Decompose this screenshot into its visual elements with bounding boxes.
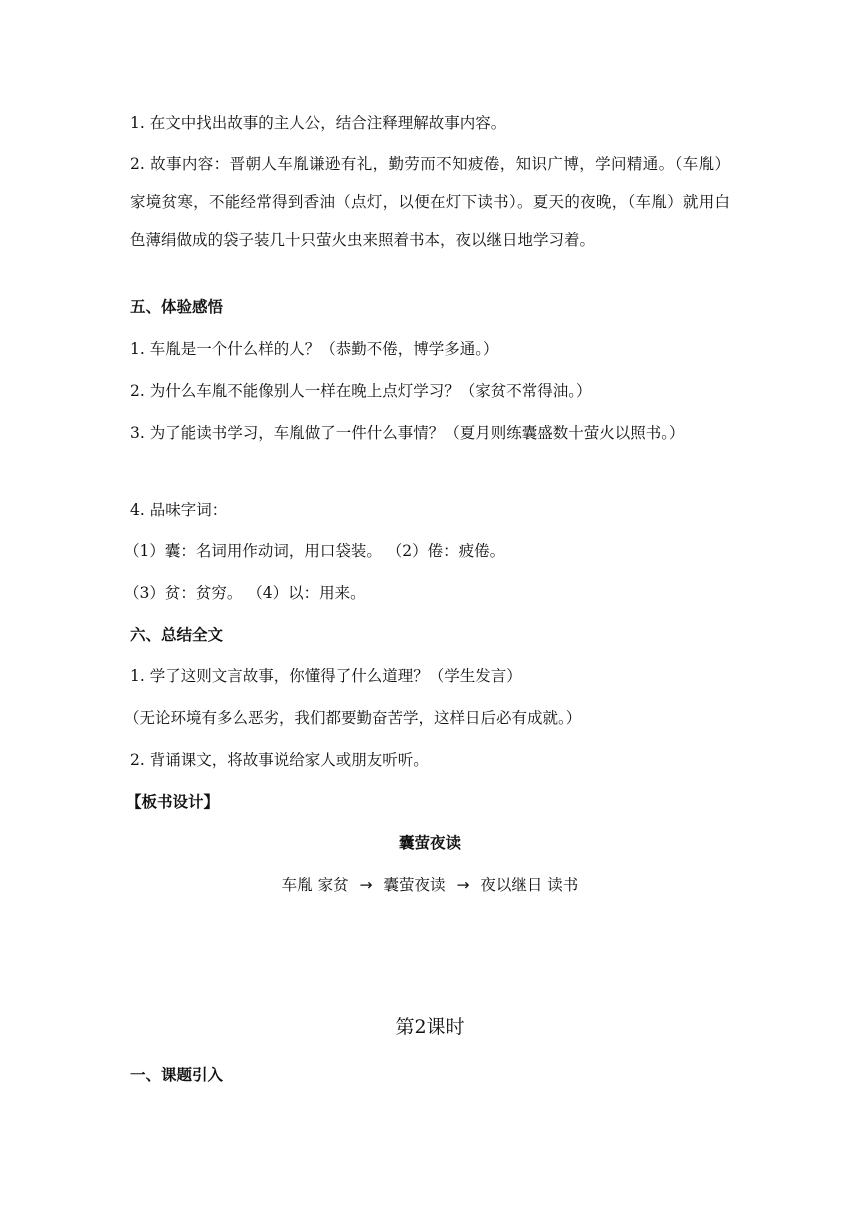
board-flow-part-3: 夜以继日 读书 (480, 876, 579, 894)
board-title: 囊萤夜读 (398, 834, 461, 852)
summary-answer: （无论环境有多么恶劣，我们都要勤奋苦学，这样日后必有成就。） (124, 709, 582, 727)
board-design-heading: 【板书设计】 (126, 793, 220, 811)
board-flow-part-2: 囊萤夜读 (383, 876, 446, 894)
question-1: 1. 车胤是一个什么样的人？（恭勤不倦，博学多通。） (130, 340, 499, 358)
arrow-right-icon: → (359, 876, 373, 894)
section-heading-summary: 六、总结全文 (130, 626, 224, 644)
word-notes-2: （3）贫：贫穷。 （4）以：用来。 (124, 584, 366, 602)
word-notes-1: （1）囊：名词用作动词，用口袋装。 （2）倦：疲倦。 (124, 542, 506, 560)
lesson-2-title: 第2课时 (395, 1016, 465, 1038)
arrow-right-icon: → (456, 876, 470, 894)
story-content-paragraph: 2. 故事内容：晋朝人车胤谦逊有礼，勤劳而不知疲倦，知识广博，学问精通。（车胤）家境贫寒，不能经常得到香油（点灯，以便在灯下读书）。夏天的夜晚，（车胤）就用白色薄绢做成的袋子装几十只萤火虫来照着书本，夜以继日地学习着。 (130, 155, 730, 249)
question-4: 4. 品味字词： (130, 501, 228, 519)
summary-question-1: 1. 学了这则文言故事，你懂得了什么道理？（学生发言） (130, 667, 522, 685)
question-3: 3. 为了能读书学习，车胤做了一件什么事情？（夏月则练囊盛数十萤火以照书。） (130, 424, 685, 442)
summary-task-2: 2. 背诵课文，将故事说给家人或朋友听听。 (130, 751, 429, 769)
question-2: 2. 为什么车胤不能像别人一样在晚上点灯学习？（家贫不常得油。） (130, 382, 592, 400)
step-1-text: 1. 在文中找出故事的主人公，结合注释理解故事内容。 (130, 114, 507, 132)
section-heading-experience: 五、体验感悟 (130, 298, 224, 316)
board-flow (0, 874, 860, 896)
section-heading-intro: 一、课题引入 (130, 1066, 224, 1084)
board-flow-part-1: 车胤 家贫 (281, 876, 349, 894)
